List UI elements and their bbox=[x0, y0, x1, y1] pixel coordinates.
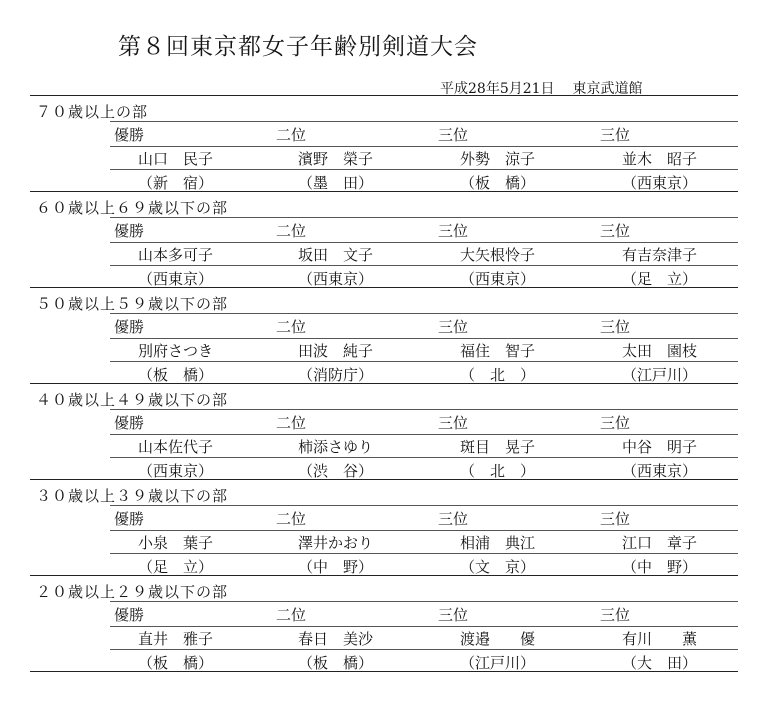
winner-club: （西東京） bbox=[298, 270, 374, 288]
divider bbox=[110, 649, 738, 650]
rank-label: 三位 bbox=[438, 126, 469, 144]
winner-name: 有川 薫 bbox=[622, 630, 698, 648]
division-title: ３０歳以上３９歳以下の部 bbox=[36, 487, 229, 505]
division-50-59 bbox=[30, 287, 738, 383]
winner-club: （西東京） bbox=[622, 462, 698, 480]
winner-name: 春日 美沙 bbox=[298, 630, 374, 648]
rank-label: 優勝 bbox=[114, 414, 145, 432]
division-60-69 bbox=[30, 191, 738, 287]
winner-name: 有吉奈津子 bbox=[622, 246, 698, 264]
rank-label: 三位 bbox=[438, 606, 469, 624]
division-title: ２０歳以上２９歳以下の部 bbox=[36, 583, 229, 601]
winner-club: （板 橋） bbox=[298, 654, 374, 672]
divider bbox=[110, 626, 738, 627]
divider bbox=[110, 146, 738, 147]
rank-label: 三位 bbox=[438, 510, 469, 528]
winner-club: （文 京） bbox=[460, 558, 536, 576]
winner-club: （江戸川） bbox=[622, 366, 698, 384]
winner-name: 山本多可子 bbox=[138, 246, 214, 264]
winner-name: 濱野 榮子 bbox=[298, 150, 374, 168]
results-table bbox=[30, 95, 738, 672]
divider bbox=[110, 121, 738, 122]
rank-label: 二位 bbox=[276, 126, 307, 144]
winner-name: 福住 智子 bbox=[460, 342, 536, 360]
divider bbox=[110, 169, 738, 170]
rank-label: 三位 bbox=[600, 126, 631, 144]
winner-club: （西東京） bbox=[460, 270, 536, 288]
rank-label: 優勝 bbox=[114, 126, 145, 144]
winner-name: 中谷 明子 bbox=[622, 438, 698, 456]
divider bbox=[110, 601, 738, 602]
winner-name: 外勢 涼子 bbox=[460, 150, 536, 168]
rank-label: 二位 bbox=[276, 606, 307, 624]
rank-label: 三位 bbox=[600, 318, 631, 336]
winner-club: （西東京） bbox=[138, 462, 214, 480]
event-date: 平成28年5月21日 bbox=[440, 81, 555, 97]
winner-club: （江戸川） bbox=[460, 654, 536, 672]
rank-label: 優勝 bbox=[114, 318, 145, 336]
divider bbox=[110, 434, 738, 435]
divider bbox=[110, 265, 738, 266]
division-title: ４０歳以上４９歳以下の部 bbox=[36, 391, 229, 409]
winner-club: （中 野） bbox=[622, 558, 698, 576]
winner-name: 田波 純子 bbox=[298, 342, 374, 360]
divider bbox=[110, 217, 738, 218]
rank-label: 二位 bbox=[276, 510, 307, 528]
division-40-49 bbox=[30, 383, 738, 479]
rank-label: 三位 bbox=[600, 222, 631, 240]
winner-name: 太田 園枝 bbox=[622, 342, 698, 360]
divider bbox=[110, 338, 738, 339]
winner-name: 柿添さゆり bbox=[298, 438, 374, 456]
divider bbox=[110, 457, 738, 458]
winner-club: （板 橋） bbox=[138, 366, 214, 384]
rank-label: 二位 bbox=[276, 222, 307, 240]
winner-club: （渋 谷） bbox=[298, 462, 374, 480]
divider bbox=[110, 242, 738, 243]
division-20-29 bbox=[30, 575, 738, 672]
winner-club: （ 北 ） bbox=[460, 462, 536, 480]
winner-club: （板 橋） bbox=[460, 174, 536, 192]
winner-name: 相浦 典江 bbox=[460, 534, 536, 552]
divider bbox=[110, 361, 738, 362]
winner-name: 別府さつき bbox=[138, 342, 214, 360]
winner-name: 山口 民子 bbox=[138, 150, 214, 168]
winner-name: 江口 章子 bbox=[622, 534, 698, 552]
winner-club: （板 橋） bbox=[138, 654, 214, 672]
page-title: 第８回東京都女子年齢別剣道大会 bbox=[118, 34, 478, 60]
rank-label: 優勝 bbox=[114, 222, 145, 240]
winner-name: 山本佐代子 bbox=[138, 438, 214, 456]
winner-club: （中 野） bbox=[298, 558, 374, 576]
winner-club: （西東京） bbox=[138, 270, 214, 288]
division-title: ５０歳以上５９歳以下の部 bbox=[36, 295, 229, 313]
rank-label: 三位 bbox=[600, 606, 631, 624]
rank-label: 三位 bbox=[438, 414, 469, 432]
rank-label: 二位 bbox=[276, 318, 307, 336]
winner-club: （ 北 ） bbox=[460, 366, 536, 384]
rank-label: 優勝 bbox=[114, 606, 145, 624]
winner-name: 斑目 晃子 bbox=[460, 438, 536, 456]
winner-name: 並木 昭子 bbox=[622, 150, 698, 168]
winner-name: 大矢根怜子 bbox=[460, 246, 536, 264]
winner-club: （新 宿） bbox=[138, 174, 214, 192]
winner-name: 直井 雅子 bbox=[138, 630, 214, 648]
winner-name: 小泉 葉子 bbox=[138, 534, 214, 552]
winner-club: （大 田） bbox=[622, 654, 698, 672]
winner-name: 澤井かおり bbox=[298, 534, 374, 552]
divider bbox=[110, 409, 738, 410]
event-venue: 東京武道館 bbox=[572, 81, 643, 97]
rank-label: 優勝 bbox=[114, 510, 145, 528]
rank-label: 三位 bbox=[438, 222, 469, 240]
winner-club: （墨 田） bbox=[298, 174, 374, 192]
rank-label: 二位 bbox=[276, 414, 307, 432]
winner-club: （西東京） bbox=[622, 174, 698, 192]
division-70-plus bbox=[30, 95, 738, 191]
divider bbox=[110, 313, 738, 314]
winner-name: 渡邉 優 bbox=[460, 630, 536, 648]
divider bbox=[110, 505, 738, 506]
winner-club: （足 立） bbox=[622, 270, 698, 288]
winner-club: （足 立） bbox=[138, 558, 214, 576]
divider bbox=[110, 553, 738, 554]
winner-name: 坂田 文子 bbox=[298, 246, 374, 264]
divider bbox=[110, 530, 738, 531]
division-30-39 bbox=[30, 479, 738, 575]
division-title: ７０歳以上の部 bbox=[36, 103, 149, 121]
winner-club: （消防庁） bbox=[298, 366, 374, 384]
rank-label: 三位 bbox=[600, 510, 631, 528]
rank-label: 三位 bbox=[600, 414, 631, 432]
division-title: ６０歳以上６９歳以下の部 bbox=[36, 199, 229, 217]
rank-label: 三位 bbox=[438, 318, 469, 336]
